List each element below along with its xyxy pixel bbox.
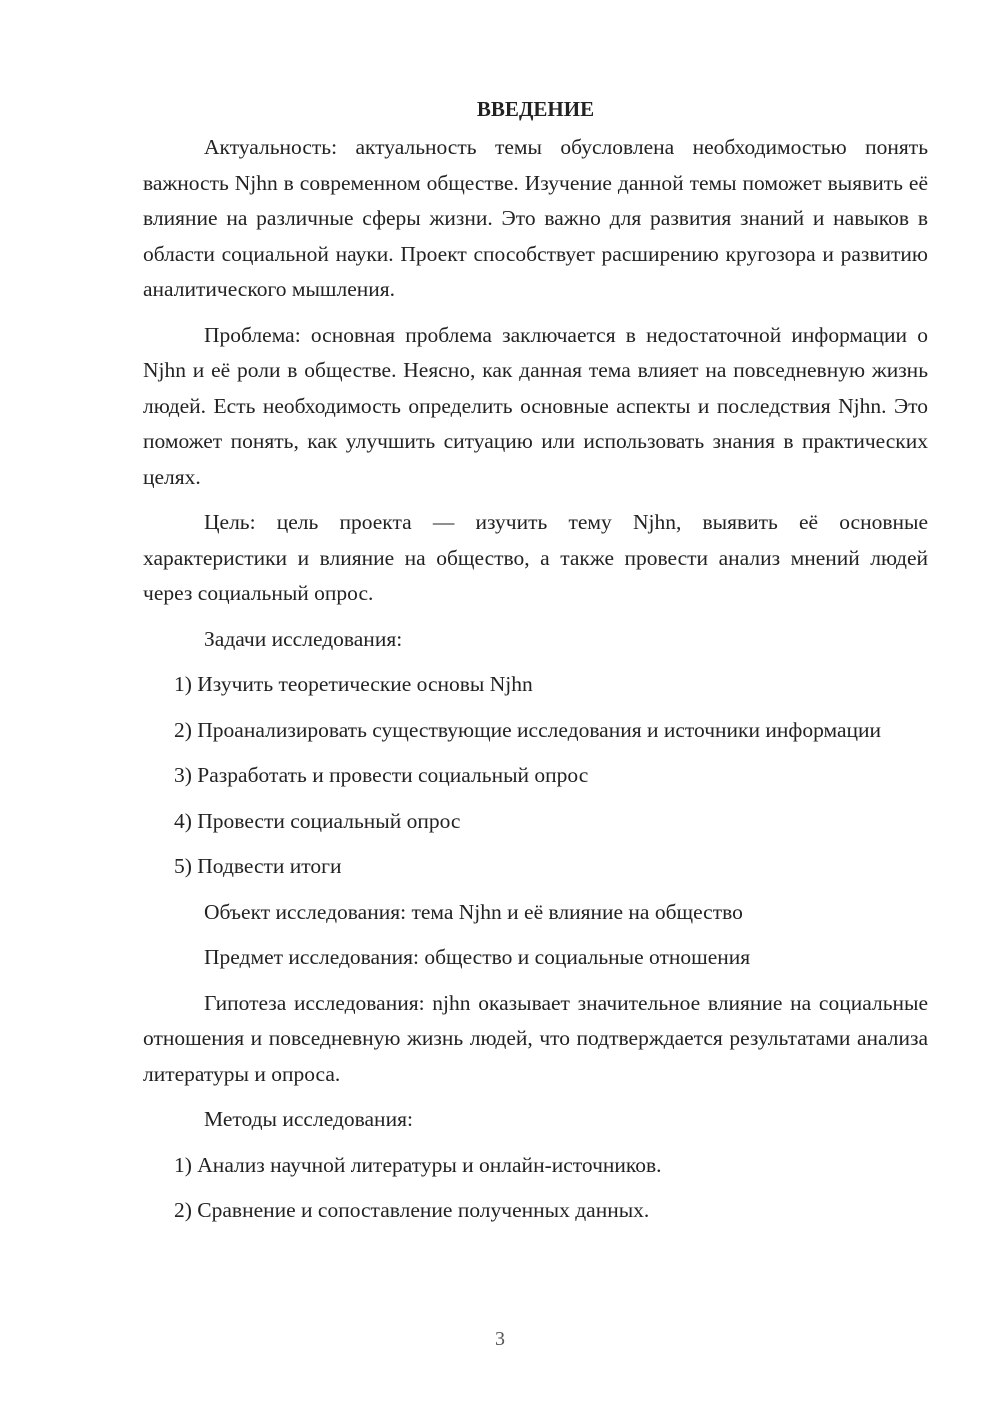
task-item: 5) Подвести итоги: [174, 854, 342, 878]
task-item: 3) Разработать и провести социальный опрос: [174, 763, 589, 787]
methods-heading: Методы исследования:: [204, 1107, 413, 1131]
task-item: 4) Провести социальный опрос: [174, 808, 461, 833]
tasks-list: [143, 667, 928, 885]
relevance-paragraph: Актуальность: актуальность темы обусловлена необходимостью понять важность Njhn в современном обществе. Изучение данной темы поможет выявить её влияние на различные сферы жизни. Это важно для развития знаний и навыков в области социальной науки. Проект способствует расширению кругозора и развитию аналитического мышления.: [143, 135, 928, 301]
object-line: Объект исследования: тема Njhn и её влияние на общество: [204, 899, 743, 924]
method-item: 1) Анализ научной литературы и онлайн-источников.: [174, 1152, 662, 1177]
hypothesis-paragraph: Гипотеза исследования: njhn оказывает значительное влияние на социальные отношения и повседневную жизнь людей, что подтверждается результатами анализа литературы и опроса.: [143, 990, 928, 1086]
task-item: 2) Проанализировать существующие исследования и источники информации: [174, 717, 882, 742]
methods-list: [143, 1148, 928, 1229]
method-item: 2) Сравнение и сопоставление полученных данных.: [174, 1198, 650, 1222]
task-item: 1) Изучить теоретические основы Njhn: [174, 672, 533, 696]
problem-paragraph: Проблема: основная проблема заключается в недостаточной информации о Njhn и её роли в обществе. Неясно, как данная тема влияет на повседневную жизнь людей. Есть необходимость определить основные аспекты и последствия Njhn. Это поможет понять, как улучшить ситуацию или использовать знания в практических целях.: [143, 322, 928, 489]
page-content: [143, 92, 928, 1239]
section-title: ВВЕДЕНИЕ: [476, 97, 595, 121]
goal-paragraph: Цель: цель проекта — изучить тему Njhn, выявить её основные характеристики и влияние на общество, а также провести анализ мнений людей через социальный опрос.: [143, 510, 928, 605]
subject-line: Предмет исследования: общество и социальные отношения: [204, 945, 751, 969]
page-number: 3: [495, 1328, 505, 1350]
tasks-heading: Задачи исследования:: [204, 626, 403, 651]
